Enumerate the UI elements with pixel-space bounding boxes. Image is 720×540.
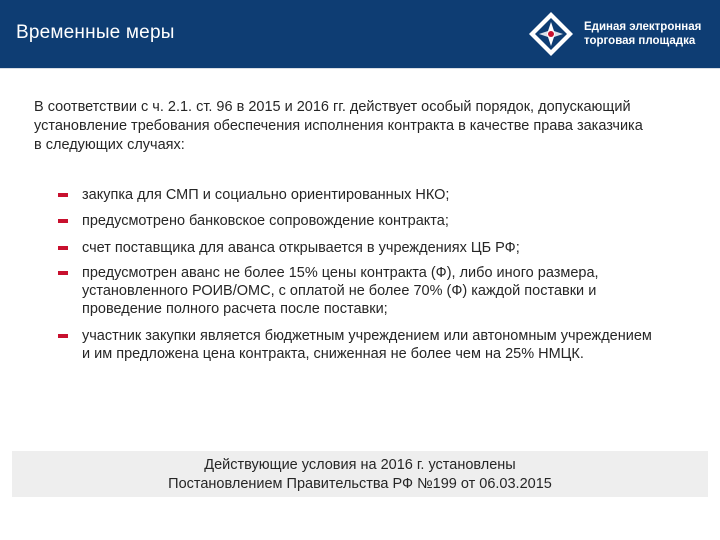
list-item bbox=[58, 264, 658, 318]
intro-paragraph: В соответствии с ч. 2.1. ст. 96 в 2015 и 2016 гг. действует особый порядок, допускающий установление требования обеспечения исполнения контракта в качестве права заказчика в следующих случаях: bbox=[34, 99, 643, 153]
list-item bbox=[58, 239, 520, 257]
logo-wordmark bbox=[584, 20, 701, 48]
list-item-text: предусмотрен аванс не более 15% цены контракта (Ф), либо иного размера, установленного РОИВ/ОМС, с оплатой не более 70% (Ф) каждой поставки и проведение полного расчета после поставки; bbox=[82, 265, 599, 317]
red-dash-bullet-icon bbox=[58, 219, 68, 223]
red-dash-bullet-icon bbox=[58, 246, 68, 250]
diamond-compass-logo-icon bbox=[528, 11, 574, 57]
slide-header bbox=[0, 0, 720, 68]
slide-title: Временные меры bbox=[16, 22, 175, 43]
red-dash-bullet-icon bbox=[58, 193, 68, 197]
list-item-text: участник закупки является бюджетным учреждением или автономным учреждением и им предложена цена контракта, сниженная не более чем на 25% НМЦК. bbox=[82, 328, 652, 362]
list-item-text: счет поставщика для аванса открывается в учреждениях ЦБ РФ; bbox=[82, 240, 520, 256]
list-item-text: предусмотрено банковское сопровождение контракта; bbox=[82, 213, 449, 229]
footer-line-1: Действующие условия на 2016 г. установлены bbox=[204, 457, 516, 473]
company-logo bbox=[528, 8, 713, 60]
list-item bbox=[58, 212, 449, 230]
logo-line-2: торговая площадка bbox=[584, 35, 696, 47]
logo-line-1: Единая электронная bbox=[584, 21, 702, 33]
red-dash-bullet-icon bbox=[58, 271, 68, 275]
list-item bbox=[58, 186, 449, 204]
red-dash-bullet-icon bbox=[58, 334, 68, 338]
list-item bbox=[58, 327, 658, 363]
footer-note bbox=[12, 451, 708, 497]
header-divider bbox=[0, 68, 720, 69]
footer-line-2: Постановлением Правительства РФ №199 от 06.03.2015 bbox=[168, 476, 552, 492]
list-item-text: закупка для СМП и социально ориентированных НКО; bbox=[82, 187, 450, 203]
